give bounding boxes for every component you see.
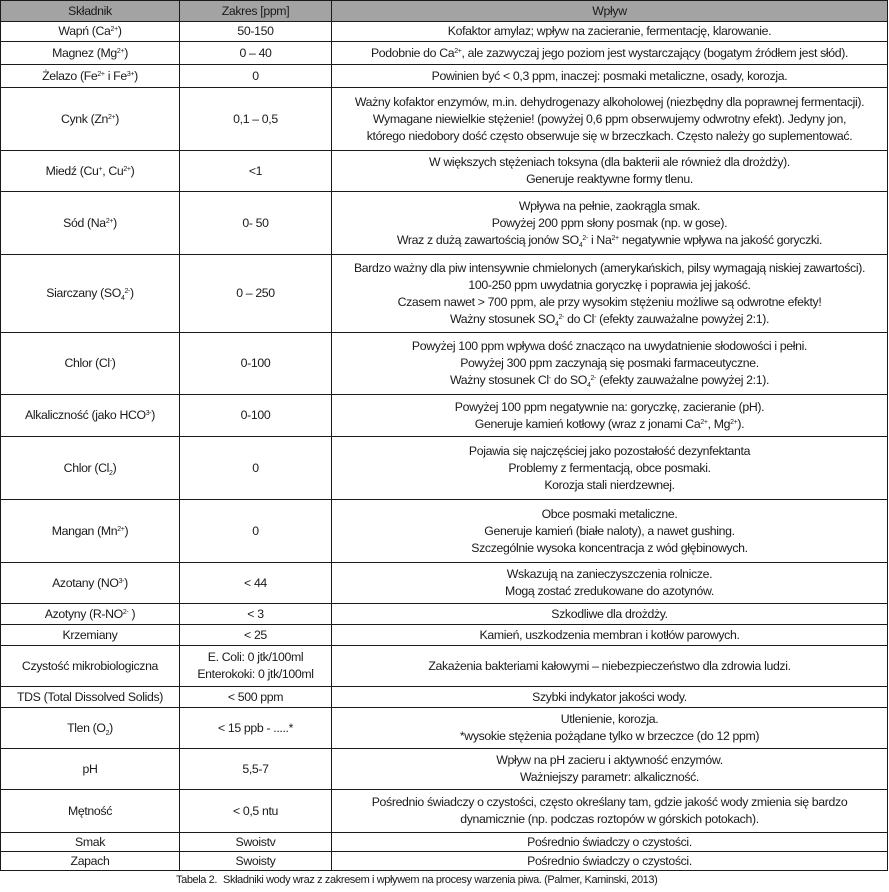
range-line [182,720,329,737]
text-segment: Bardzo ważny dla piw intensywnie chmielonych (amerykańskich, pilsy wymagają niskiej zawartości). [353,260,866,275]
cell-component [1,563,180,604]
text-segment: Pośrednio świadczy o czystości, często określany tam, gdzie jakość wody zmienia się bardzo [371,795,848,809]
table-row [1,563,888,604]
cell-effect [332,852,888,871]
cell-effect [332,500,888,563]
text-segment: Wpływ na pH zacieru i aktywność enzymów. [496,753,723,767]
text-segment: Mogą zostać zredukowane do azotynów. [505,584,714,598]
cell-effect [332,395,888,437]
text-segment: <1 [248,163,263,178]
text-segment: Mętność [67,803,113,818]
range-line [182,689,329,706]
text-sub: 4 [578,241,583,249]
text-segment: 0-100 [240,356,271,370]
cell-range [180,852,332,871]
cell-component [1,790,180,833]
text-segment: , ale zazwyczaj jego poziom jest wystarczający (bogatym źródłem jest słód). [461,45,849,60]
table-row [1,646,888,687]
text-segment: ) [124,523,129,538]
cell-component [1,192,180,255]
cell-component [1,500,180,563]
cell-range [180,42,332,65]
table-row [1,42,888,65]
effect-line [334,769,885,786]
cell-range [180,65,332,88]
text-segment: i Na [587,232,612,247]
cell-range [180,604,332,625]
text-segment: ) [130,286,134,300]
text-sup: 2+ [110,26,118,33]
text-segment: Zapach [70,853,110,868]
effect-line [334,198,885,215]
text-segment: Wymagane niewielkie stężenie! (powyżej 0,6 ppm obserwujemy odwrotny efekt). Jedyny jon, [372,111,847,126]
text-sup: 2+ [117,525,125,533]
text-segment: Azotany (NO [52,575,119,590]
caption-text: Składniki wody wraz z zakresem i wpływem na procesy warzenia piwa. (Palmer, Kaminski, 2013) [223,874,658,886]
cell-effect [332,687,888,708]
text-segment: W większych stężeniach toksyna (dla bakterii ale również dla drożdży). [429,155,790,169]
text-sub: 4 [586,382,591,389]
text-segment: Ważny kofaktor enzymów, m.in. dehydrogenazy alkoholowej (niezbędny dla poprawnej fermentacji). [354,94,865,109]
cell-component [1,22,180,42]
effect-line [334,111,885,128]
table-row [1,22,888,42]
cell-effect [332,151,888,192]
text-segment: 0 [252,523,259,538]
cell-range [180,749,332,790]
table-body [1,22,888,871]
text-sup: 2+ [97,70,105,78]
text-segment: Kofaktor amylaz; wpływ na zacieranie, fermentację, klarowanie. [447,24,772,38]
text-segment: Czystość mikrobiologiczna [21,658,159,673]
header-effect: Wpływ [332,1,888,22]
text-segment: ) [124,45,128,60]
cell-effect [332,749,888,790]
text-sup: 2+ [116,47,125,55]
cell-component [1,687,180,708]
effect-line [334,540,885,557]
effect-line [334,728,885,745]
cell-effect [332,563,888,604]
cell-effect [332,42,888,65]
text-segment: Krzemiany [62,627,118,642]
text-segment: (efekty zauważalne powyżej 2:1). [596,311,770,326]
range-line [182,523,329,540]
text-segment: Azotyny (R-NO [44,606,123,621]
text-sup: + [98,165,103,173]
table-row [1,65,888,88]
text-segment: Zakażenia bakteriami kałowymi – niebezpieczeństwo dla zdrowia ludzi. [428,658,791,673]
text-segment: Korozja stali nierdzewnej. [544,477,675,492]
text-sup: 2+ [454,47,462,55]
cell-range [180,790,332,833]
effect-line [334,658,885,675]
text-segment: Magnez (Mg [52,45,117,60]
text-segment: Cynk (Zn [60,111,109,126]
text-segment: Wapń (Ca [58,24,111,38]
text-segment: Powyżej 100 ppm negatywnie na: goryczkę, zacieranie (pH). [454,399,765,414]
cell-range [180,833,332,852]
cell-component [1,749,180,790]
range-line [182,606,329,623]
effect-line [334,215,885,232]
text-segment: , Cu [102,163,124,178]
cell-effect [332,708,888,749]
text-segment: ) [124,575,128,590]
text-segment: Chlor (Cl [64,356,110,370]
cell-range [180,192,332,255]
text-segment: Siarczany (SO [46,286,121,300]
cell-effect [332,437,888,500]
cell-range [180,708,332,749]
text-segment: Powyżej 200 ppm słony posmak (np. w gose). [491,215,728,230]
text-sup: 2- [590,375,597,382]
cell-range [180,22,332,42]
text-segment: ) [130,163,135,178]
cell-component [1,333,180,395]
text-segment: ) [112,460,117,475]
effect-line [334,338,885,355]
text-segment: (efekty zauważalne powyżej 2:1). [596,373,770,387]
table-row [1,749,888,790]
text-segment: Smak [74,834,106,849]
cell-effect [332,255,888,333]
table-row [1,88,888,151]
range-line [182,45,329,62]
text-segment: Pojawia się najczęściej jako pozostałość dezynfektanta [468,443,751,458]
text-segment: Podobnie do Ca [370,45,455,60]
text-segment: Wraz z dużą zawartością jonów SO [396,232,579,247]
cell-effect [332,192,888,255]
text-segment: 50-150 [237,24,274,38]
cell-range [180,563,332,604]
effect-line [334,355,885,372]
table-row [1,708,888,749]
cell-component [1,852,180,871]
table-header-row [1,1,888,22]
text-segment: pH [82,761,98,776]
effect-line [334,477,885,494]
text-segment: Alkaliczność (jako HCO [24,408,146,422]
cell-component [1,65,180,88]
table-row [1,500,888,563]
text-segment: < 0,5 ntu [232,803,279,818]
effect-line [334,154,885,171]
text-segment: dynamicznie (np. podczas roztopów w górskich potokach). [460,812,759,826]
cell-component [1,42,180,65]
cell-component [1,255,180,333]
cell-component [1,625,180,646]
text-segment: Ważny stosunek SO [449,311,555,326]
text-sup: - [594,313,597,321]
range-line [182,803,329,820]
text-segment: Problemy z fermentacją, obce posmaki. [508,460,711,475]
text-sup: 2- [124,288,131,295]
text-segment: Generuje reaktywne formy tlenu. [526,172,693,186]
text-segment: < 44 [244,575,267,590]
effect-line [334,835,885,850]
cell-component [1,646,180,687]
text-segment: 0,1 – 0,5 [233,111,278,126]
text-segment: ) [111,356,116,370]
range-line [182,163,329,180]
text-segment: < 3 [247,606,264,621]
effect-line [334,523,885,540]
text-segment: < 15 ppb - .....* [217,720,294,735]
table-row [1,333,888,395]
table-row [1,790,888,833]
effect-line [334,311,885,328]
effect-line [334,506,885,523]
cell-range [180,437,332,500]
table-row [1,255,888,333]
cell-range [180,255,332,333]
table-row [1,625,888,646]
cell-component [1,604,180,625]
text-segment: Ważny stosunek Cl [449,373,549,387]
text-sup: 2+ [730,418,738,426]
effect-line [334,443,885,460]
text-sub: 2 [105,729,110,737]
effect-line [334,689,885,706]
effect-line [334,399,885,416]
cell-range [180,646,332,687]
cell-component [1,708,180,749]
text-segment: , Mg [707,416,731,431]
text-segment: Generuje kamień kotłowy (wraz z jonami Ca [474,416,701,431]
range-line [182,761,329,778]
cell-effect [332,646,888,687]
text-segment: Powinien być < 0,3 ppm, inaczej: posmaki metaliczne, osady, korozja. [431,68,788,83]
text-segment: Sód (Na [63,215,106,230]
text-sup: 3- [118,577,125,585]
text-sup: 2- [122,608,129,616]
cell-effect [332,833,888,852]
text-segment: 0 [252,68,259,83]
text-segment: Utlenienie, korozja. [560,712,659,726]
effect-line [334,68,885,85]
text-sub: 4 [554,320,559,328]
text-sup: - [109,358,112,365]
effect-line [334,854,885,869]
table-row [1,687,888,708]
text-sub: 4 [120,295,125,302]
text-segment: Powyżej 100 ppm wpływa dość znacząco na uwydatnienie słodowości i pełni. [411,339,808,353]
effect-line [334,566,885,583]
text-segment: TDS (Total Dissolved Solids) [16,689,163,704]
cell-effect [332,333,888,395]
table-row [1,833,888,852]
range-line [182,355,329,372]
text-segment: < 500 ppm [227,689,284,704]
effect-line [334,416,885,433]
text-segment: ) [113,215,117,230]
cell-effect [332,88,888,151]
cell-range [180,625,332,646]
cell-effect [332,65,888,88]
effect-line [334,372,885,389]
text-segment: E. Coli: 0 jtk/100ml [207,650,304,664]
cell-range [180,395,332,437]
text-sub: 2 [109,469,113,477]
cell-effect [332,790,888,833]
text-segment: 0 – 250 [236,286,275,300]
table-row [1,192,888,255]
table-caption [176,874,657,886]
cell-range [180,500,332,563]
range-line [182,215,329,232]
cell-effect [332,604,888,625]
text-segment: Swoisty [235,853,276,868]
text-segment: i Fe [104,68,127,83]
text-segment: Powyżej 300 ppm zaczynają się posmaki farmaceutyczne. [460,356,759,370]
text-segment: < 25 [244,627,267,642]
text-segment: Pośrednio świadczy o czystości. [527,834,692,849]
range-line [182,407,329,424]
text-segment: ) [128,606,136,621]
effect-line [334,128,885,145]
cell-range [180,151,332,192]
text-segment: Obce posmaki metaliczne. [541,506,678,521]
cell-effect [332,625,888,646]
text-segment: Tlen (O [67,720,106,735]
range-line [182,854,329,869]
text-segment: 100-250 ppm uwydatnia goryczkę i poprawia jej jakość. [468,277,751,292]
range-line [182,285,329,302]
text-sup: 2+ [611,234,619,242]
text-segment: 0-100 [240,408,271,422]
range-line [182,23,329,40]
text-segment: ) [117,24,122,38]
effect-line [334,171,885,188]
range-line [182,666,329,683]
text-segment: Mangan (Mn [51,523,118,538]
table-row [1,395,888,437]
text-segment: Kamień, uszkodzenia membran i kotłów parowych. [479,627,740,642]
header-component: Składnik [1,1,180,22]
cell-range [180,687,332,708]
text-segment: Pośrednio świadczy o czystości. [527,853,692,868]
text-sup: 2+ [108,113,116,121]
effect-line [334,23,885,40]
text-segment: ) [151,408,156,422]
text-segment: Swoistv [235,834,276,849]
range-line [182,627,329,644]
range-line [182,460,329,477]
effect-line [334,583,885,600]
text-sup: 2+ [105,217,114,225]
text-segment: Szczególnie wysoka koncentracja z wód głębinowych. [471,540,748,555]
text-segment: 0- 50 [242,215,269,230]
cell-range [180,88,332,151]
effect-line [334,277,885,294]
range-line [182,111,329,128]
effect-line [334,260,885,277]
table-row [1,852,888,871]
table-row [1,151,888,192]
range-line [182,68,329,85]
table-row [1,604,888,625]
text-segment: ) [109,720,113,735]
range-line [182,575,329,592]
effect-line [334,627,885,644]
text-segment: 5,5-7 [242,761,269,776]
text-sup: 3- [145,410,152,417]
text-segment: Generuje kamień (białe naloty), a nawet gushing. [484,523,735,538]
range-line [182,649,329,666]
caption-label: Tabela 2. [176,874,218,886]
effect-line [334,752,885,769]
text-sup: - [548,375,551,382]
range-line [182,835,329,850]
effect-line [334,45,885,62]
text-segment: Szybki indykator jakości wody. [532,689,687,704]
cell-component [1,151,180,192]
cell-component [1,833,180,852]
table-row [1,437,888,500]
effect-line [334,460,885,477]
effect-line [334,711,885,728]
text-segment: *wysokie stężenia pożądane tylko w brzeczce (do 12 ppm) [459,729,760,743]
text-segment: do SO [550,373,587,387]
text-segment: Miedź (Cu [45,163,99,178]
header-range: Zakres [ppm] [180,1,332,22]
text-segment: negatywnie wpływa na jakość goryczki. [618,232,823,247]
text-segment: do Cl [564,311,595,326]
text-segment: Enterokoki: 0 jtk/100ml [197,667,314,681]
text-sup: 2- [558,313,565,321]
text-sup: 2- [582,234,588,242]
text-segment: którego niedobory dość często obserwuje się w brzeczkach. Często należy go suplementować. [366,128,853,143]
text-segment: Chlor (Cl [63,460,110,475]
text-segment: ) [115,111,120,126]
effect-line [334,232,885,249]
text-segment: Szkodliwe dla drożdży. [551,606,668,621]
text-sup: 2+ [123,165,131,173]
effect-line [334,94,885,111]
cell-component [1,437,180,500]
text-segment: ) [134,68,138,83]
text-segment: Żelazo (Fe [42,68,98,83]
cell-component [1,395,180,437]
text-segment: Czasem nawet > 700 ppm, ale przy wysokim stężeniu możliwe są odwrotne efekty! [397,294,822,309]
text-segment: Wpływa na pełnie, zaokrągla smak. [518,198,701,213]
text-segment: 0 – 40 [239,45,272,60]
text-segment: Wskazują na zanieczyszczenia rolnicze. [506,567,713,581]
text-segment: ). [737,416,745,431]
effect-line [334,811,885,828]
cell-effect [332,22,888,42]
effect-line [334,606,885,623]
text-segment: Ważniejszy parametr: alkaliczność. [520,770,699,784]
text-sup: 2+ [700,418,708,426]
cell-range [180,333,332,395]
text-sup: 3+ [126,70,135,78]
effect-line [334,294,885,311]
effect-line [334,794,885,811]
text-segment: 0 [252,460,259,475]
cell-component [1,88,180,151]
